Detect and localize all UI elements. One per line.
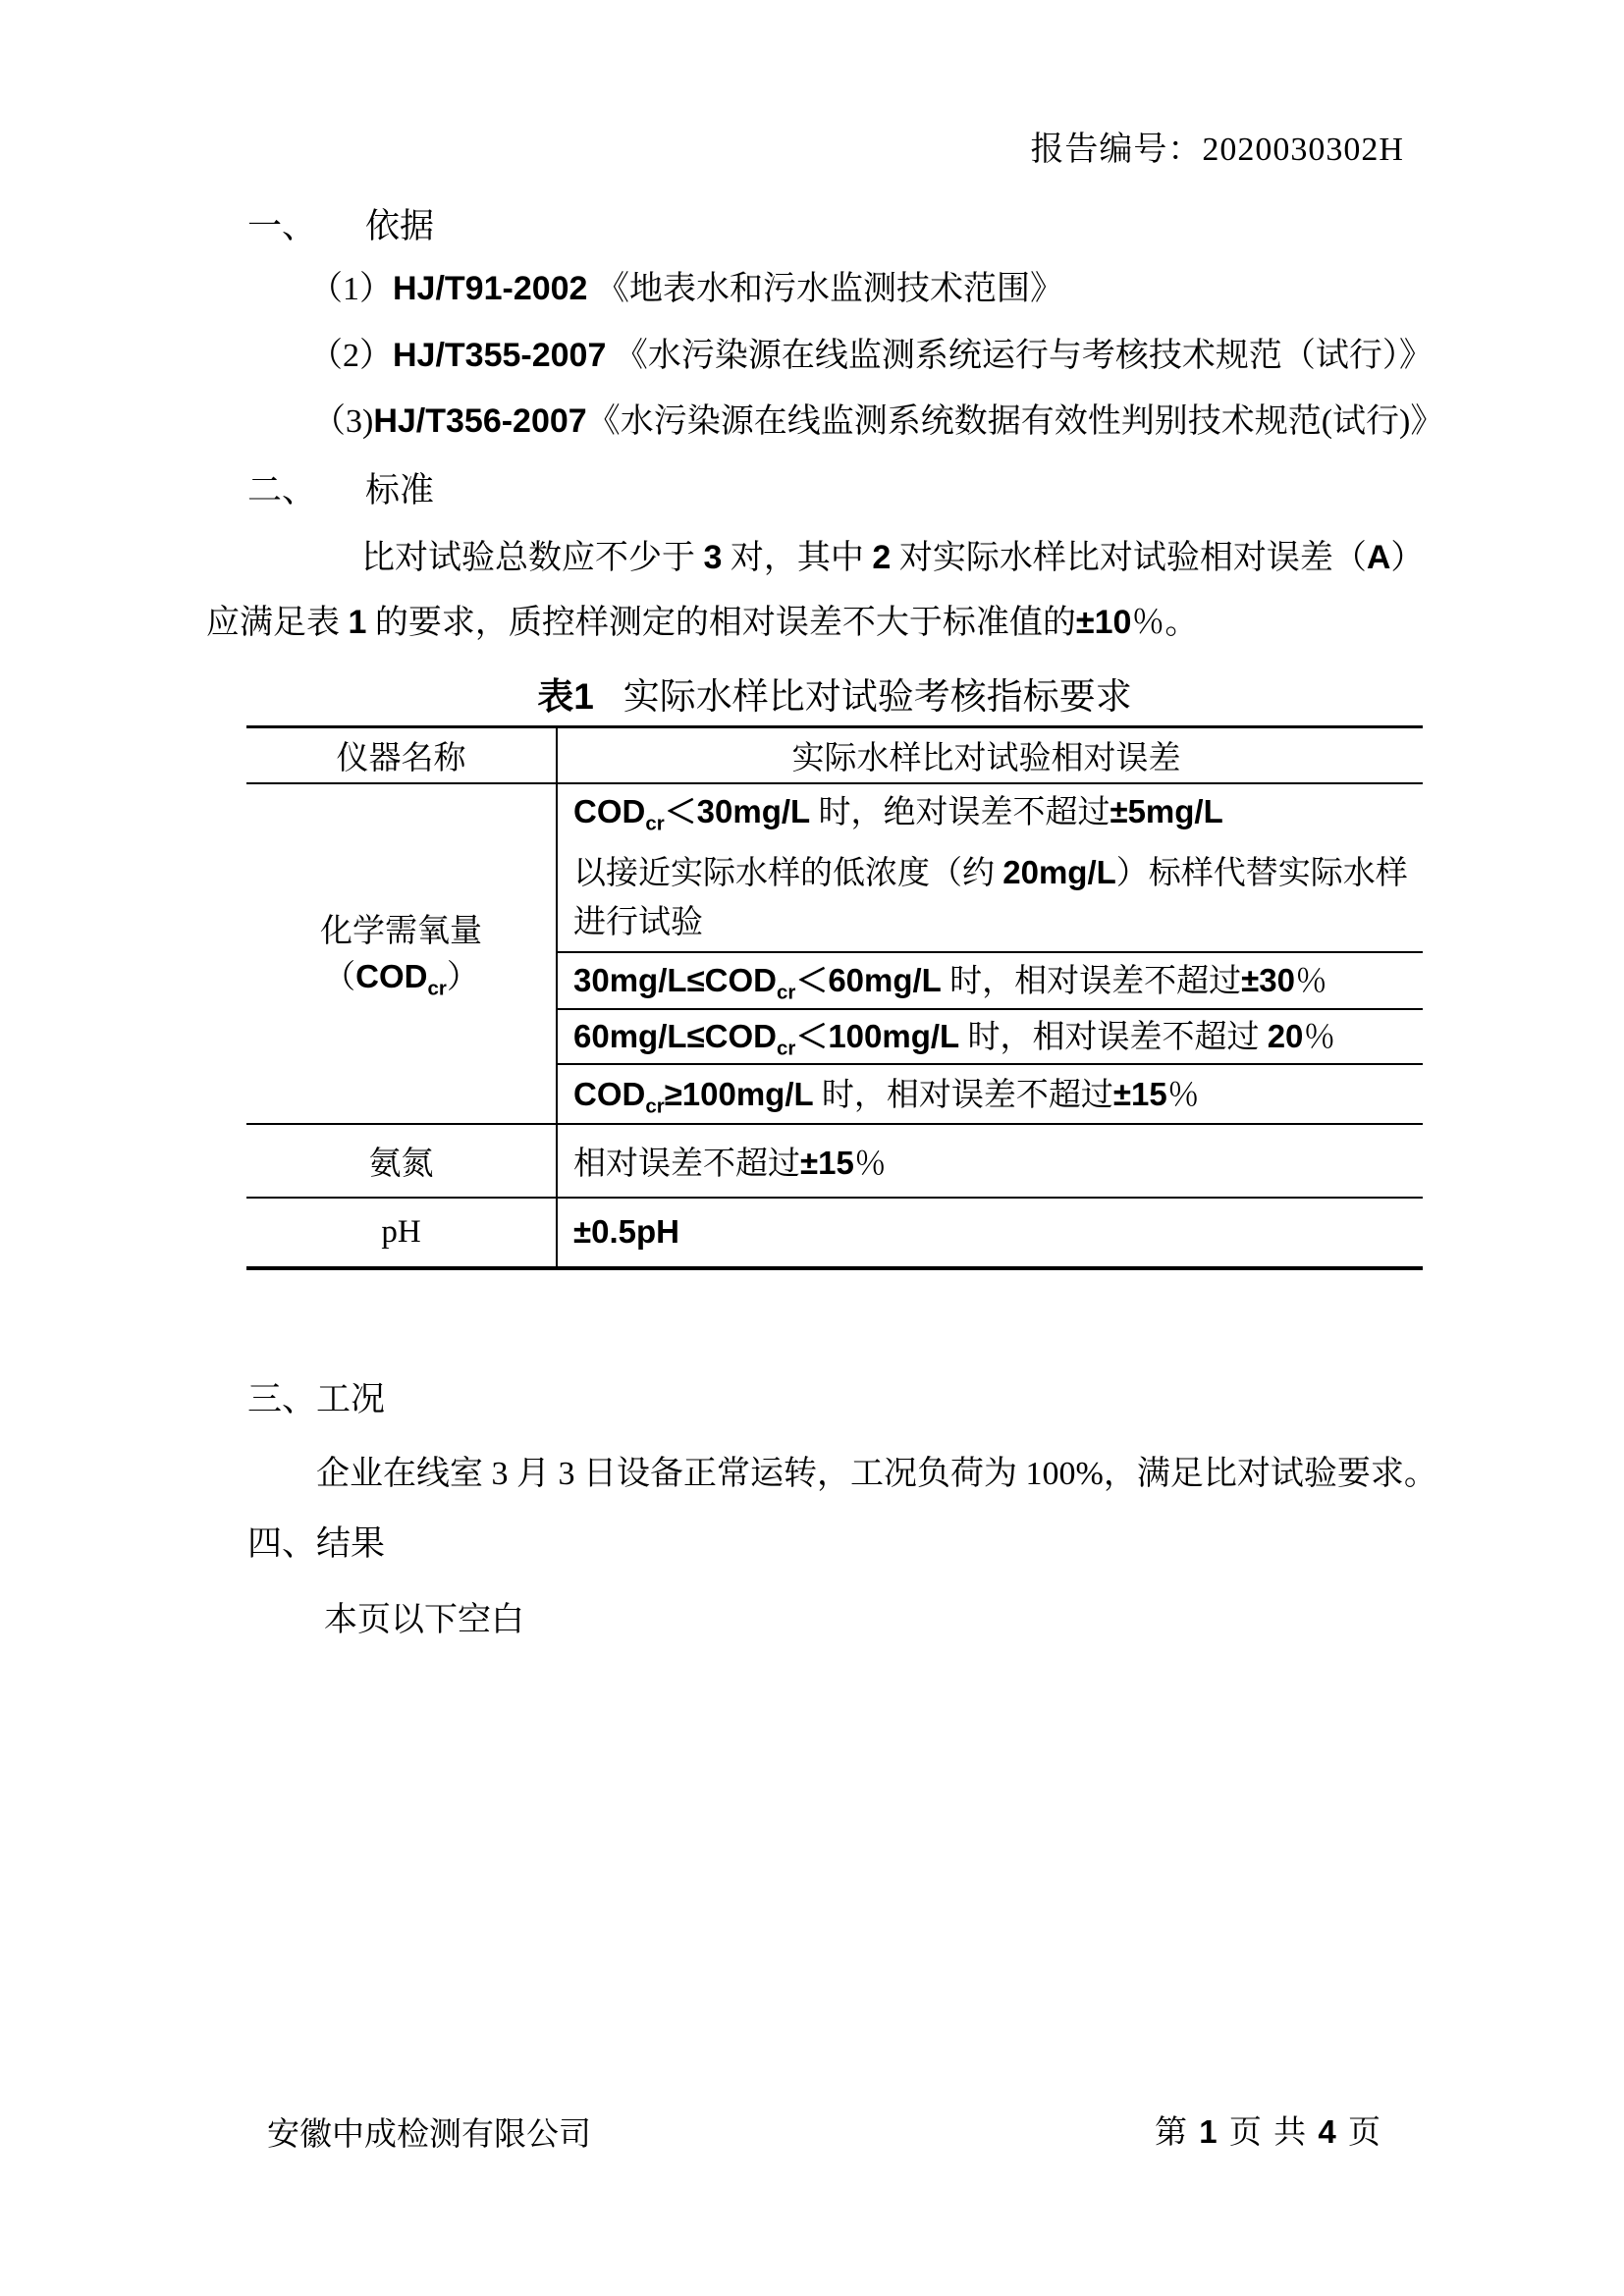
- table-title-text: 实际水样比对试验考核指标要求: [623, 677, 1132, 718]
- footer-page-info: 第 1 页 共 4 页: [1155, 2113, 1382, 2151]
- standard-paragraph-line-2: 应满足表 1 的要求，质控样测定的相对误差不大于标准值的±10％。: [206, 604, 1199, 641]
- cell-cod-criterion-2: $30mg/L\le COD_{cr}<60mg/L$ 时，相对误差不超过±30％: [557, 952, 1423, 1009]
- table-row-ph: [246, 1198, 1423, 1268]
- condition-paragraph: 企业在线室 3 月 3 日设备正常运转，工况负荷为 100%，满足比对试验要求。: [316, 1456, 1437, 1492]
- section-result-heading: 四、结果: [247, 1524, 386, 1563]
- table-title-number: 表1: [537, 676, 594, 717]
- cod-criterion-1-line-3: 进行试验: [573, 905, 703, 941]
- cell-ph-instrument: pH: [246, 1198, 557, 1268]
- cell-ammonia-criterion: 相对误差不超过±15％: [557, 1124, 1423, 1198]
- basis-item-3: （3)HJ/T356-2007《水污染源在线监测系统数据有效性判别技术规范(试行)》: [312, 402, 1444, 440]
- section-standard-number: 二、: [247, 471, 317, 509]
- section-standard-heading: [247, 463, 434, 512]
- basis-item-1: （1）HJ/T91-2002 《地表水和污水监测技术范围》: [309, 270, 1063, 307]
- cell-ph-criterion: ±0.5pH: [557, 1198, 1423, 1268]
- table-header-row: [246, 727, 1423, 783]
- section-basis-number: 一、: [247, 207, 317, 245]
- comparison-criteria-table: [246, 725, 1423, 1270]
- table-title: [246, 667, 1423, 720]
- cell-cod-criterion-3: $60mg/L\le COD_{cr}<100mg/L$ 时，相对误差不超过 20％: [557, 1009, 1423, 1064]
- standard-paragraph-line-1: 比对试验总数应不少于 3 对，其中 2 对实际水样比对试验相对误差（A）: [361, 539, 1425, 576]
- cell-cod-criterion-4: $COD_{cr}\ge 100mg/L$ 时，相对误差不超过±15％: [557, 1064, 1423, 1124]
- footer-company-name: 安徽中成检测有限公司: [267, 2115, 591, 2152]
- table-row-cod-1: [246, 783, 1423, 952]
- report-number: 报告编号：2020030302H: [1030, 132, 1404, 168]
- cell-cod-criterion-1: [557, 783, 1423, 952]
- cell-ammonia-instrument: 氨氮: [246, 1124, 557, 1198]
- header-instrument-name: 仪器名称: [246, 727, 557, 783]
- section-basis-heading: [247, 199, 434, 248]
- section-standard-title: 标准: [365, 471, 435, 509]
- header-relative-error: 实际水样比对试验相对误差: [557, 727, 1423, 783]
- cell-cod-instrument: 化学需氧量$(COD_{cr})$: [246, 783, 557, 1124]
- basis-item-2: （2）HJ/T355-2007 《水污染源在线监测系统运行与考核技术规范（试行）》: [309, 337, 1433, 374]
- section-condition-heading: 三、工况: [247, 1380, 386, 1418]
- section-basis-title: 依据: [365, 207, 435, 245]
- table-row-ammonia: [246, 1124, 1423, 1198]
- cod-criterion-1-line-2: 以接近实际水样的低浓度（约 20mg/L）标样代替实际水样: [573, 854, 1408, 892]
- cod-criterion-1-line-1: $COD_{cr}<30mg/L$ 时，绝对误差不超过±5mg/L: [573, 792, 1223, 835]
- blank-below-note: 本页以下空白: [324, 1602, 524, 1638]
